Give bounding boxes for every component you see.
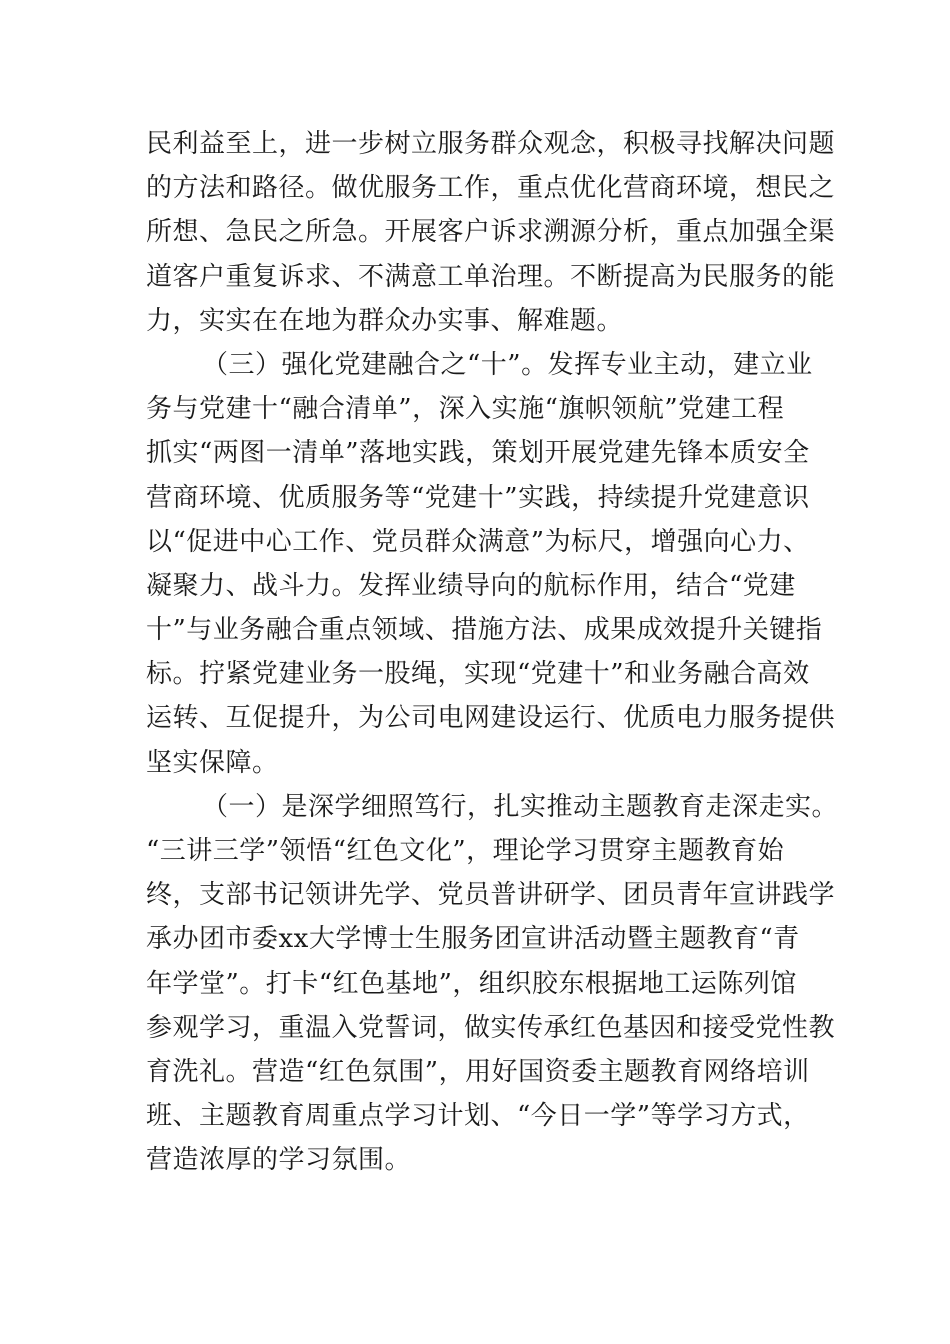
text-line: 凝聚力、战斗力。发挥业绩导向的航标作用，结合“党建: [146, 570, 796, 601]
text-line: 承办团市委xx大学博士生服务团宣讲活动暨主题教育“青: [146, 924, 800, 955]
section-heading-line: （一）是深学细照笃行，扎实推动主题教育走深走实。: [202, 791, 839, 822]
text-line: 坚实保障。: [146, 747, 279, 778]
text-line: 务与党建十“融合清单”，深入实施“旗帜领航”党建工程: [146, 394, 785, 425]
text-line: 所想、急民之所急。开展客户诉求溯源分析，重点加强全渠: [146, 217, 836, 248]
text-line: 育洗礼。营造“红色氛围”，用好国资委主题教育网络培训: [146, 1056, 810, 1087]
text-line: 以“促进中心工作、党员群众满意”为标尺，增强向心力、: [146, 526, 810, 557]
text-line: 标。拧紧党建业务一股绳，实现“党建十”和业务融合高效: [146, 659, 810, 690]
text-line: 班、主题教育周重点学习计划、“今日一学”等学习方式，: [146, 1101, 810, 1132]
text-line: 抓实“两图一清单”落地实践，策划开展党建先锋本质安全: [146, 438, 810, 469]
text-line: 参观学习，重温入党誓词，做实传承红色基因和接受党性教: [146, 1012, 836, 1043]
body-text: [146, 122, 839, 1183]
text-line: 的方法和路径。做优服务工作，重点优化营商环境，想民之: [146, 173, 836, 204]
text-line: 终，支部书记领讲先学、党员普讲研学、团员青年宣讲践学: [146, 880, 836, 911]
text-line: “三讲三学”领悟“红色文化”，理论学习贯穿主题教育始: [146, 836, 785, 866]
text-line: 年学堂”。打卡“红色基地”，组织胶东根据地工运陈列馆: [146, 968, 797, 999]
text-line: 民利益至上，进一步树立服务群众观念，积极寻找解决问题: [146, 129, 836, 159]
section-heading-line: （三）强化党建融合之“十”。发挥专业主动，建立业: [202, 349, 813, 380]
text-line: 十”与业务融合重点领域、措施方法、成果成效提升关键指: [146, 615, 823, 646]
text-line: 道客户重复诉求、不满意工单治理。不断提高为民服务的能: [146, 261, 836, 292]
text-line: 营商环境、优质服务等“党建十”实践，持续提升党建意识: [146, 482, 810, 513]
text-line: 营造浓厚的学习氛围。: [146, 1145, 412, 1176]
text-line: 力，实实在在地为群众办实事、解难题。: [146, 305, 624, 336]
text-line: 运转、互促提升，为公司电网建设运行、优质电力服务提供: [146, 703, 836, 734]
